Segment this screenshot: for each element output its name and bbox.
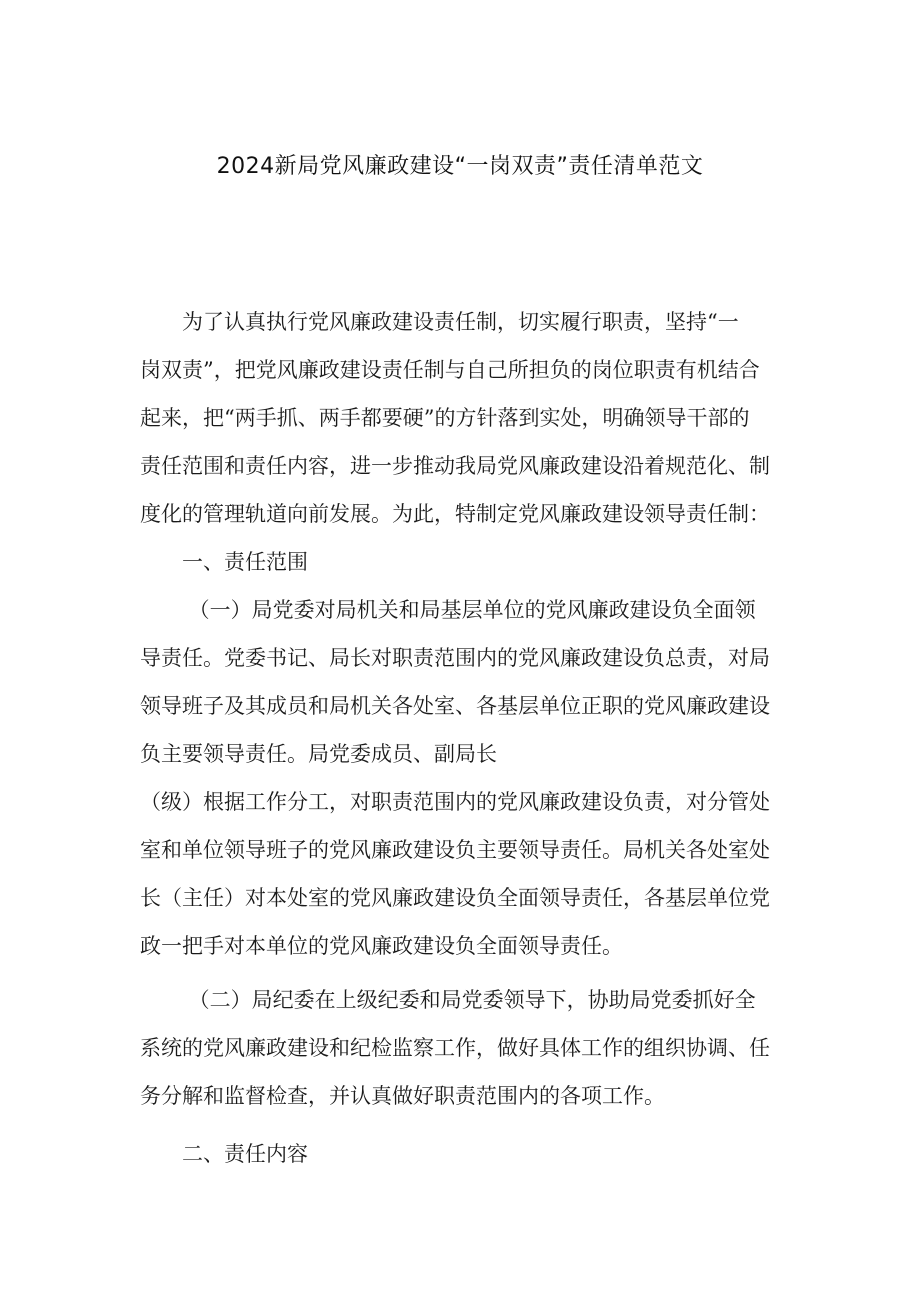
paragraph-line: 政一把手对本单位的党风廉政建设负全面领导责任。 [140,934,623,958]
paragraph-line: 系统的党风廉政建设和纪检监察工作，做好具体工作的组织协调、任 [140,1036,770,1060]
paragraph-line: 领导班子及其成员和局机关各处室、各基层单位正职的党风廉政建设 [140,694,770,718]
paragraph-line: 室和单位领导班子的党风廉政建设负主要领导责任。局机关各处室处 [140,838,770,862]
paragraph-line: 负主要领导责任。局党委成员、副局长 [140,742,497,766]
document-title: 2024新局党风廉政建设“一岗双责”责任清单范文 [216,154,704,179]
paragraph-line: （级）根据工作分工，对职责范围内的党风廉政建设负责，对分管处 [140,790,770,814]
paragraph-line: 起来，把“两手抓、两手都要硬”的方针落到实处，明确领导干部的 [140,406,750,430]
paragraph-line: 责任范围和责任内容，进一步推动我局党风廉政建设沿着规范化、制 [140,454,770,478]
paragraph-line: （一）局党委对局机关和局基层单位的党风廉政建设负全面领 [140,598,756,622]
paragraph-line: （二）局纪委在上级纪委和局党委领导下，协助局党委抓好全 [140,988,756,1012]
document-body [140,298,790,1178]
paragraph-line: 导责任。党委书记、局长对职责范围内的党风廉政建设负总责，对局 [140,646,770,670]
paragraph-line: 长（主任）对本处室的党风廉政建设负全面领导责任，各基层单位党 [140,886,770,910]
paragraph-line: 务分解和监督检查，并认真做好职责范围内的各项工作。 [140,1084,665,1108]
paragraph-line: 为了认真执行党风廉政建设责任制，切实履行职责，坚持“一 [140,310,739,334]
paragraph-line: 岗双责”，把党风廉政建设责任制与自己所担负的岗位职责有机结合 [140,358,760,382]
paragraph-line: 度化的管理轨道向前发展。为此，特制定党风廉政建设领导责任制： [140,502,770,526]
section-heading: 二、责任内容 [140,1142,308,1166]
section-heading: 一、责任范围 [140,550,308,574]
